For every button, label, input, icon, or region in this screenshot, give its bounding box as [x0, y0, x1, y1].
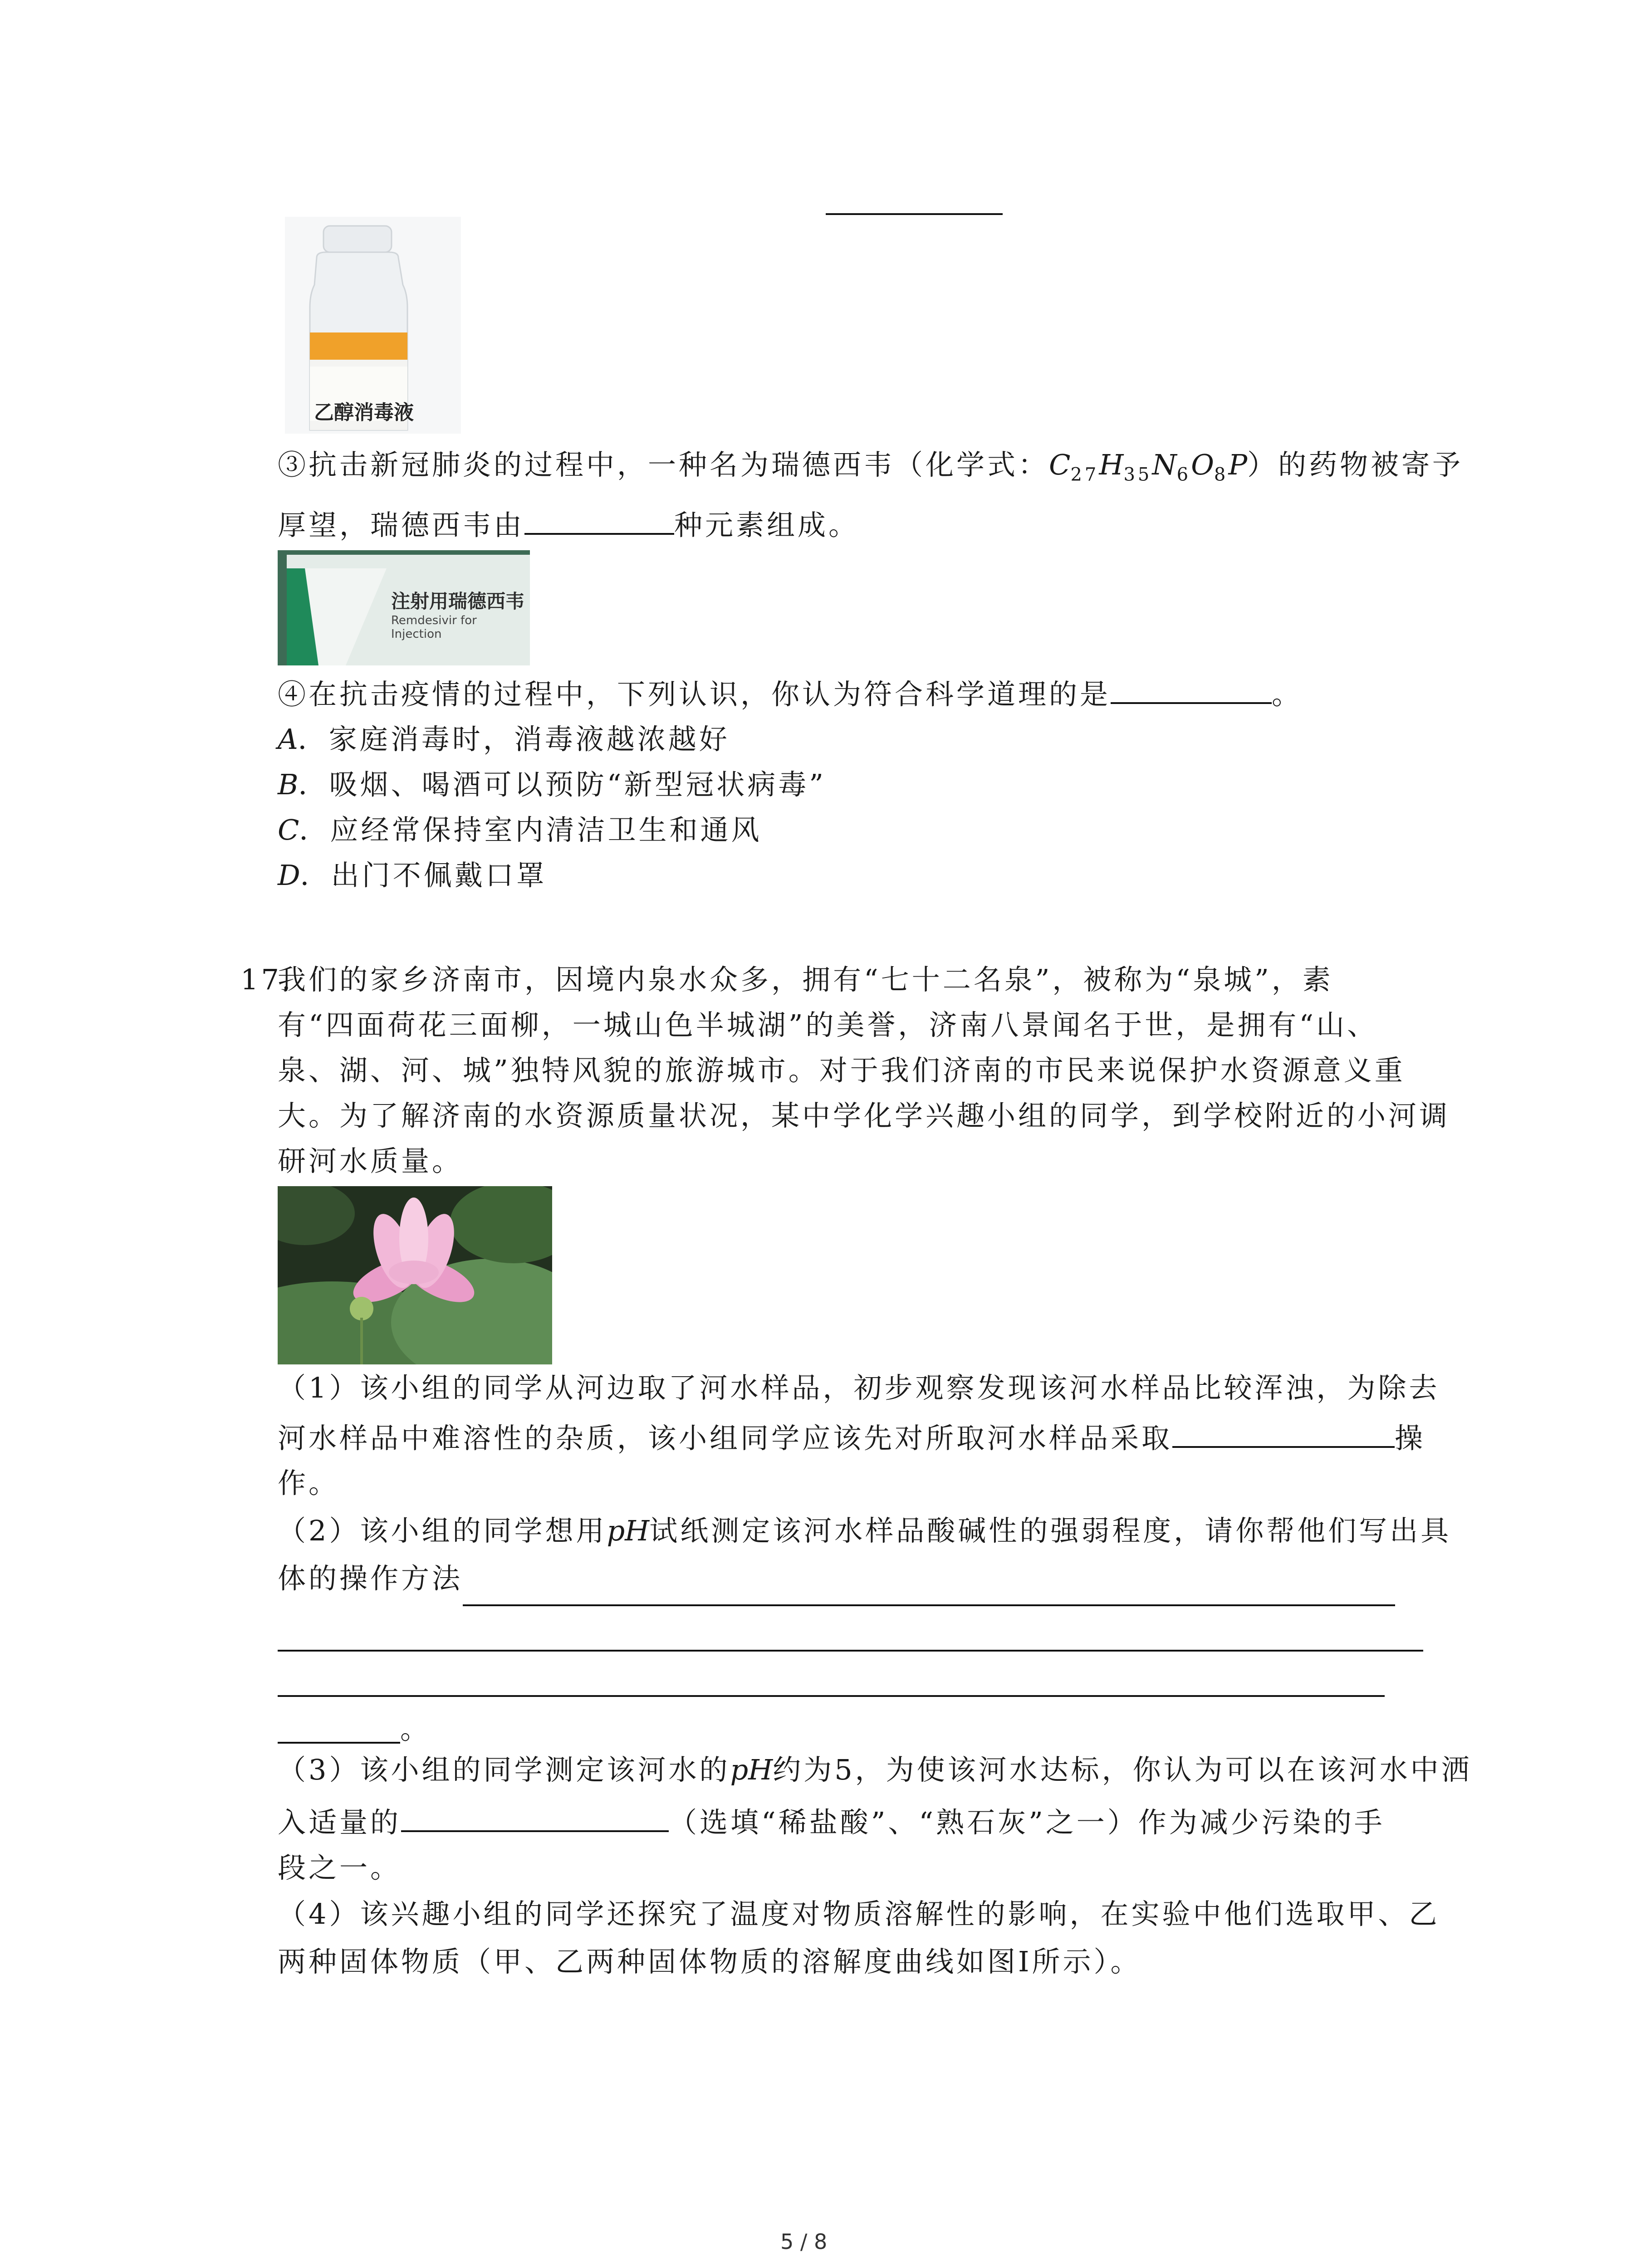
answer-blank-reagent[interactable]: [401, 1803, 669, 1832]
option-a[interactable]: A．家庭消毒时，消毒液越浓越好: [278, 723, 730, 756]
q17-p2-end: 。: [400, 1712, 431, 1745]
item3-line1: ③抗击新冠肺炎的过程中，一种名为瑞德西韦（化学式：$C_{27}H_{35}N_6O_8P$）的药物被寄予: [278, 448, 1464, 485]
q17-intro-line1: 我们的家乡济南市，因境内泉水众多，拥有“七十二名泉”，被称为“泉城”，素: [278, 963, 1333, 996]
box-label-text: 注射用瑞德西韦: [391, 590, 525, 612]
q17-intro-line4: 大。为了解济南的水资源质量状况，某中学化学兴趣小组的同学，到学校附近的小河调: [278, 1099, 1450, 1132]
q17-intro-line3: 泉、湖、河、城”独特风貌的旅游城市。对于我们济南的市民来说保护水资源意义重: [278, 1054, 1406, 1087]
q17-p4-line1: （4）该兴趣小组的同学还探究了温度对物质溶解性的影响，在实验中他们选取甲、乙: [278, 1897, 1440, 1931]
q17-p1-line3: 作。: [278, 1466, 340, 1500]
answer-blank-top[interactable]: [826, 213, 1003, 215]
q17-p1-line1: （1）该小组的同学从河边取了河水样品，初步观察发现该河水样品比较浑浊，为除去: [278, 1371, 1440, 1404]
box-label-en: Remdesivir for Injection: [391, 614, 477, 641]
answer-line-method-3[interactable]: [278, 1695, 1385, 1697]
q17-p3-line3: 段之一。: [278, 1851, 402, 1884]
lotus-image: [278, 1186, 552, 1364]
q17-p2-line2: 体的操作方法: [278, 1562, 463, 1595]
item4-stem: ④在抗击疫情的过程中，下列认识，你认为符合科学道理的是 。: [278, 675, 1303, 713]
remdesivir-box-image: [278, 550, 530, 665]
q17-number: 17.: [240, 963, 294, 996]
bottle-label-text: 乙醇消毒液: [314, 401, 414, 424]
disinfectant-bottle-image: [285, 217, 461, 434]
q17-intro-line5: 研河水质量。: [278, 1144, 463, 1178]
remdesivir-formula: $C_{27}H_{35}N_6O_8P$: [1049, 448, 1248, 485]
q17-p3-line2: 入适量的 （选填“稀盐酸”、“熟石灰”之一）作为减少污染的手: [278, 1803, 1385, 1841]
item3-line2: 厚望，瑞德西韦由 种元素组成。: [278, 506, 859, 543]
option-d[interactable]: D．出门不佩戴口罩: [278, 859, 547, 892]
answer-line-method-1[interactable]: [463, 1604, 1395, 1606]
answer-blank-element-count[interactable]: [524, 506, 674, 535]
option-b[interactable]: B．吸烟、喝酒可以预防“新型冠状病毒”: [278, 768, 826, 801]
q17-p3-line1: （3）该小组的同学测定该河水的pH约为5，为使该河水达标，你认为可以在该河水中洒: [278, 1753, 1472, 1786]
q17-p1-line2: 河水样品中难溶性的杂质，该小组同学应该先对所取河水样品采取 操: [278, 1419, 1425, 1457]
q17-p4-line2: 两种固体物质（甲、乙两种固体物质的溶解度曲线如图Ⅰ所示）。: [278, 1945, 1141, 1978]
answer-line-method-2[interactable]: [278, 1650, 1423, 1652]
q17-intro-line2: 有“四面荷花三面柳，一城山色半城湖”的美誉，济南八景闻名于世，是拥有“山、: [278, 1008, 1378, 1041]
page-number: 5 / 8: [780, 2229, 828, 2254]
answer-blank-item4[interactable]: [1111, 675, 1272, 704]
answer-blank-operation[interactable]: [1172, 1419, 1395, 1448]
q17-p2-line1: （2）该小组的同学想用pH试纸测定该河水样品酸碱性的强弱程度，请你帮他们写出具: [278, 1514, 1452, 1547]
answer-line-method-4[interactable]: [278, 1742, 400, 1744]
option-c[interactable]: C．应经常保持室内清洁卫生和通风: [278, 813, 762, 846]
